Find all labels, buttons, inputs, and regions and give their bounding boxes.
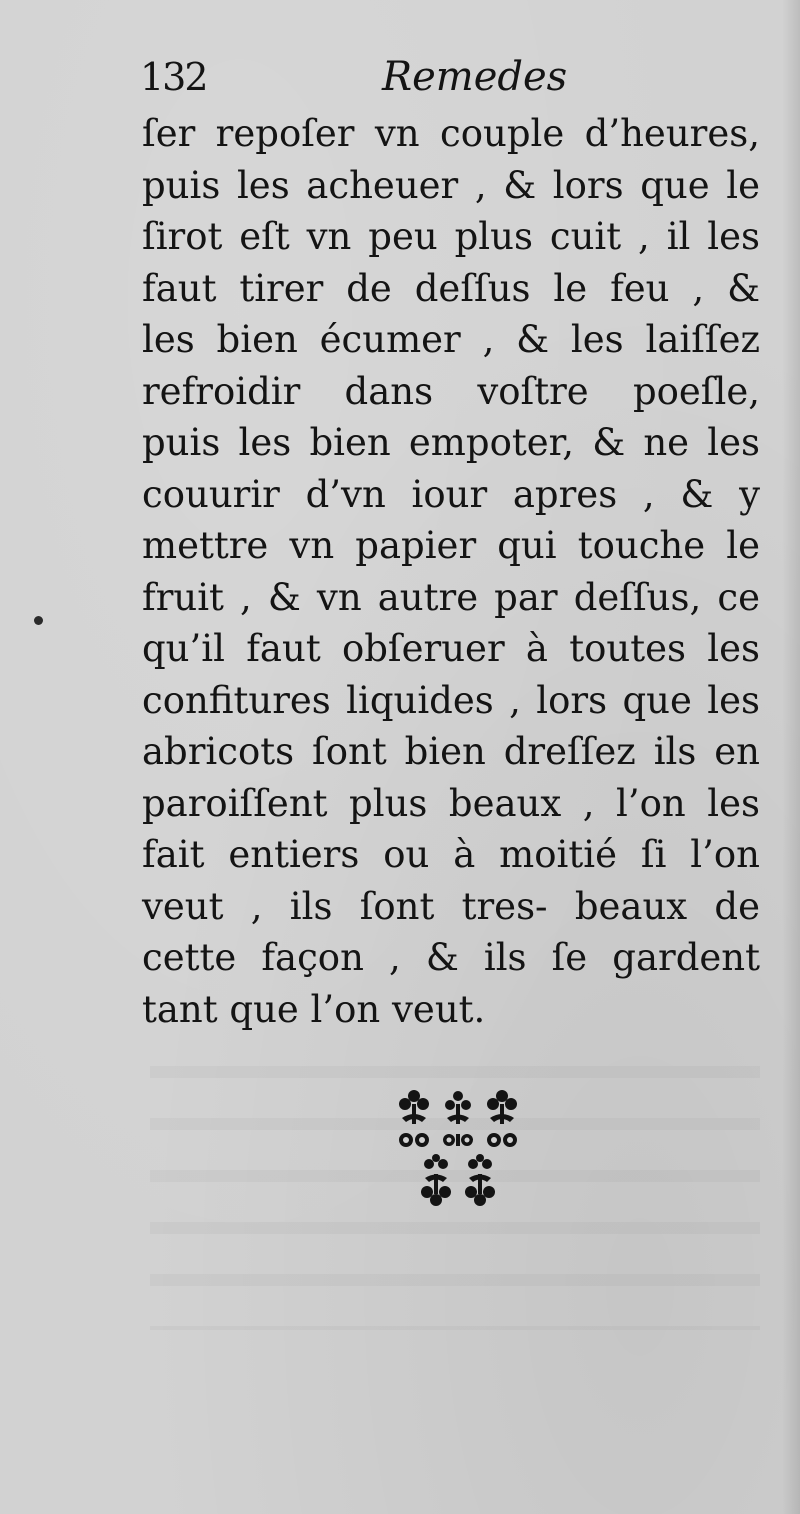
text-line: abricots ſont bien dreſſez ils en	[142, 730, 760, 773]
text-line: faut tirer de deſſus le feu , &	[142, 266, 760, 310]
text-line: fruit , & vn autre par deſſus, ce	[142, 575, 760, 619]
text-line: ſirot eſt vn peu plus cuit , il les	[142, 215, 760, 258]
text-line: couurir d’vn iour apres , & y	[142, 472, 760, 516]
text-line: paroiſſent plus beaux , l’on les	[142, 781, 760, 825]
text-line: refroidir dans voſtre poeſle,	[142, 369, 760, 413]
fleuron-ornament-icon	[392, 1082, 524, 1214]
text-line: puis les acheuer , & lors que le	[142, 163, 760, 207]
text-line: mettre vn papier qui touche le	[142, 524, 760, 567]
text-line: veut , ils ſont tres- beaux de	[142, 884, 760, 928]
text-line: fait entiers ou à moitié ſi l’on	[142, 833, 760, 876]
ink-spot	[34, 616, 43, 625]
text-line: ſer repoſer vn couple d’heures,	[142, 112, 760, 155]
text-line-last: tant que l’on veut.	[142, 987, 486, 1031]
page-header	[140, 52, 760, 112]
page-number: 132	[140, 55, 207, 99]
text-line: confitures liquides , lors que les	[142, 678, 760, 722]
text-line: puis les bien empoter, & ne les	[142, 421, 760, 464]
text-line: les bien écumer , & les laiſſez	[142, 318, 760, 361]
body-text	[142, 108, 760, 1035]
text-line: qu’il faut obſeruer à toutes les	[142, 627, 760, 670]
text-line: cette façon , & ils ſe gardent	[142, 936, 760, 979]
page-edge-shadow	[782, 0, 800, 1514]
running-title: Remedes	[382, 54, 568, 100]
